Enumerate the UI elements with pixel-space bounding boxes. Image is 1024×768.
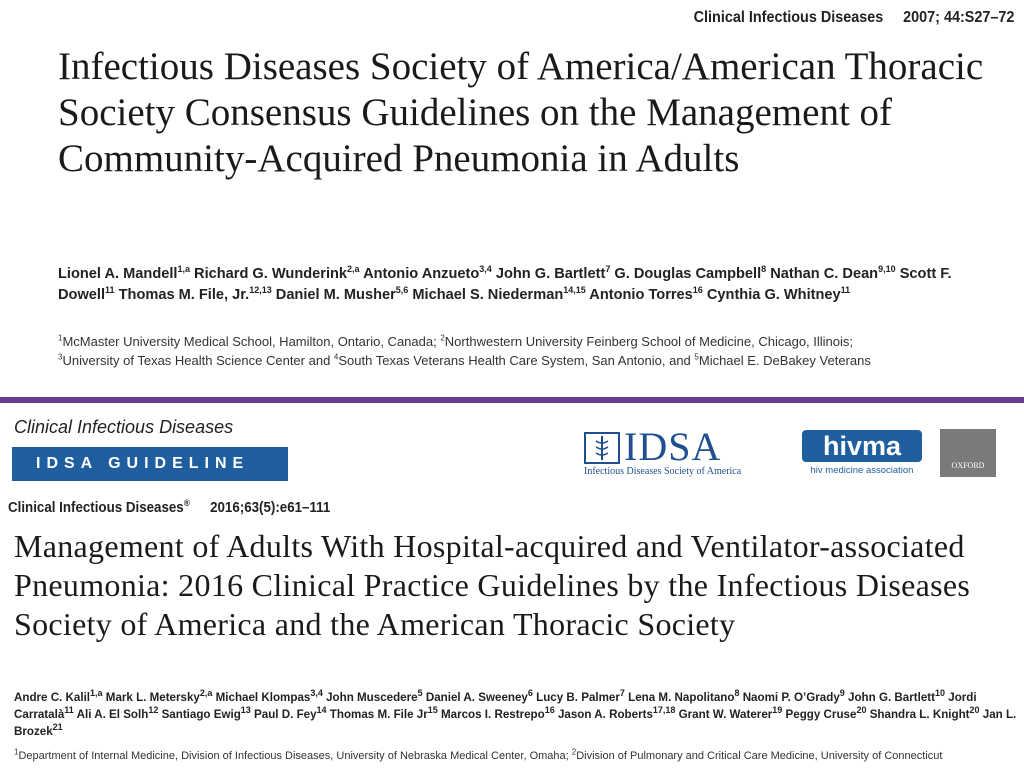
affiliation-marker: 5 [694,352,699,362]
affiliations [14,748,942,764]
author-name: Jason A. Roberts [557,708,653,721]
author-name: Antonio Anzueto [363,266,480,282]
author-name: Lena M. Napolitano [628,691,735,704]
affiliation-marker: 4 [333,352,339,362]
journal-name: Clinical Infectious Diseases [8,500,184,516]
affiliation-text: Division of Pulmonary and Critical Care Medicine, University of Connecticut [576,750,943,762]
affiliation-text: University of Texas Health Science Center and [62,353,334,368]
author-name: Ali A. El Solh [76,708,149,721]
author-affiliation-marker: 2,a [199,688,213,699]
oxford-wordmark: OXFORD [951,461,985,470]
author-list [58,264,1008,306]
author-name: Jan L. Brozek [14,708,1017,738]
author-name: John G. Bartlett [495,266,606,282]
author-name: Jordi Carratalà [14,691,977,721]
author-name: G. Douglas Campbell [614,266,762,282]
author-affiliation-marker: 6 [527,688,533,699]
author-name: Peggy Cruse [785,708,857,721]
affiliation-line [58,332,871,351]
author-affiliation-marker: 13 [240,705,251,716]
oxford-logo [940,429,996,477]
registered-mark: ® [183,498,190,509]
author-affiliation-marker: 9 [839,688,845,699]
author-affiliation-marker: 14,15 [563,285,586,296]
author-name: Scott F. Dowell [58,266,952,303]
affiliation-line [14,748,942,764]
author-affiliation-marker: 17,18 [652,705,676,716]
author-affiliation-marker: 8 [734,688,740,699]
author-name: Daniel M. Musher [275,287,396,303]
author-name: Lucy B. Palmer [536,691,620,704]
author-affiliation-marker: 1,a [177,264,190,275]
author-affiliation-marker: 5,6 [395,285,409,296]
affiliation-marker: 2 [440,333,445,343]
author-affiliation-marker: 11 [64,705,74,716]
author-name: Paul D. Fey [254,708,317,721]
affiliation-line [58,351,871,370]
author-name: Cynthia G. Whitney [706,287,841,303]
author-name: Marcos I. Restrepo [440,708,545,721]
hivma-wordmark: hivma [802,430,922,462]
journal-citation [693,9,1014,27]
affiliation-text: Department of Internal Medicine, Division of Infectious Diseases, University of Nebraska Medical Center, Omaha; [18,750,572,762]
article-title: Infectious Diseases Society of America/American Thoracic Society Consensus Guidelines on the Management of Community-Acquired Pneumonia in Adults [58,45,984,180]
journal-citation [8,500,330,516]
idsa-subtitle: Infectious Diseases Society of America [584,466,742,477]
article-2016-panel [0,403,1024,768]
author-affiliation-marker: 11 [105,285,115,296]
author-name: Grant W. Waterer [678,708,773,721]
author-affiliation-marker: 11 [840,285,851,296]
idsa-wordmark: IDSA [624,424,722,469]
hivma-logo [802,430,922,478]
affiliation-text: Michael E. DeBakey Veterans [698,353,871,368]
author-affiliation-marker: 2,a [347,264,360,275]
author-affiliation-marker: 5 [417,688,423,699]
author-name: John G. Bartlett [848,691,935,704]
author-affiliation-marker: 10 [935,688,946,699]
author-name: Michael S. Niederman [412,287,564,303]
author-affiliation-marker: 1,a [90,688,103,699]
author-affiliation-marker: 14 [316,705,327,716]
author-name: Shandra L. Knight [869,708,970,721]
author-affiliation-marker: 21 [52,722,63,733]
affiliations [58,332,871,370]
author-affiliation-marker: 7 [605,264,611,275]
author-affiliation-marker: 20 [856,705,867,716]
author-name: Andre C. Kalil [14,691,91,704]
guideline-banner: IDSA GUIDELINE [12,447,288,481]
affiliation-text: South Texas Veterans Health Care System, San Antonio, and [338,353,695,368]
author-name: Naomi P. O’Grady [742,691,840,704]
author-affiliation-marker: 20 [969,705,980,716]
author-name: John Muscedere [326,691,418,704]
affiliation-text: Northwestern University Feinberg School of Medicine, Chicago, Illinois; [444,334,854,349]
author-affiliation-marker: 8 [761,264,767,275]
author-name: Thomas M. File Jr [329,708,428,721]
author-list [14,689,1019,740]
author-name: Lionel A. Mandell [58,266,178,282]
hivma-subtitle: hiv medicine association [810,465,914,476]
author-name: Richard G. Wunderink [194,266,348,282]
article-title: Management of Adults With Hospital-acquired and Ventilator-associated Pneumonia: 2016 Clinical Practice Guidelines by the Infectious Diseases Society of America and the American Thoracic Society [14,528,971,642]
author-affiliation-marker: 12,13 [249,285,272,296]
author-affiliation-marker: 15 [427,705,438,716]
author-name: Santiago Ewig [161,708,241,721]
author-name: Daniel A. Sweeney [425,691,528,704]
author-affiliation-marker: 3,4 [310,688,323,699]
author-affiliation-marker: 9,10 [878,264,896,275]
affiliation-text: McMaster University Medical School, Hamilton, Ontario, Canada; [62,334,441,349]
author-name: Nathan C. Dean [770,266,879,282]
idsa-logo [584,424,794,479]
journal-header: Clinical Infectious Diseases [14,417,234,437]
affiliation-marker: 1 [14,747,19,757]
journal-name: Clinical Infectious Diseases [693,9,883,26]
author-affiliation-marker: 12 [148,705,159,716]
author-name: Michael Klompas [215,691,311,704]
author-name: Antonio Torres [589,287,693,303]
author-affiliation-marker: 16 [692,285,703,296]
citation: 2007; 44:S27–72 [902,9,1014,26]
affiliation-marker: 2 [571,747,577,757]
affiliation-marker: 3 [58,352,63,362]
author-affiliation-marker: 3,4 [479,264,492,275]
author-affiliation-marker: 19 [772,705,783,716]
author-name: Thomas M. File, Jr. [118,287,250,303]
author-affiliation-marker: 16 [544,705,555,716]
author-name: Mark L. Metersky [105,691,200,704]
idsa-seal-icon [584,432,620,464]
citation: 2016;63(5):e61–111 [210,500,331,516]
author-affiliation-marker: 7 [619,688,625,699]
affiliation-marker: 1 [58,333,63,343]
